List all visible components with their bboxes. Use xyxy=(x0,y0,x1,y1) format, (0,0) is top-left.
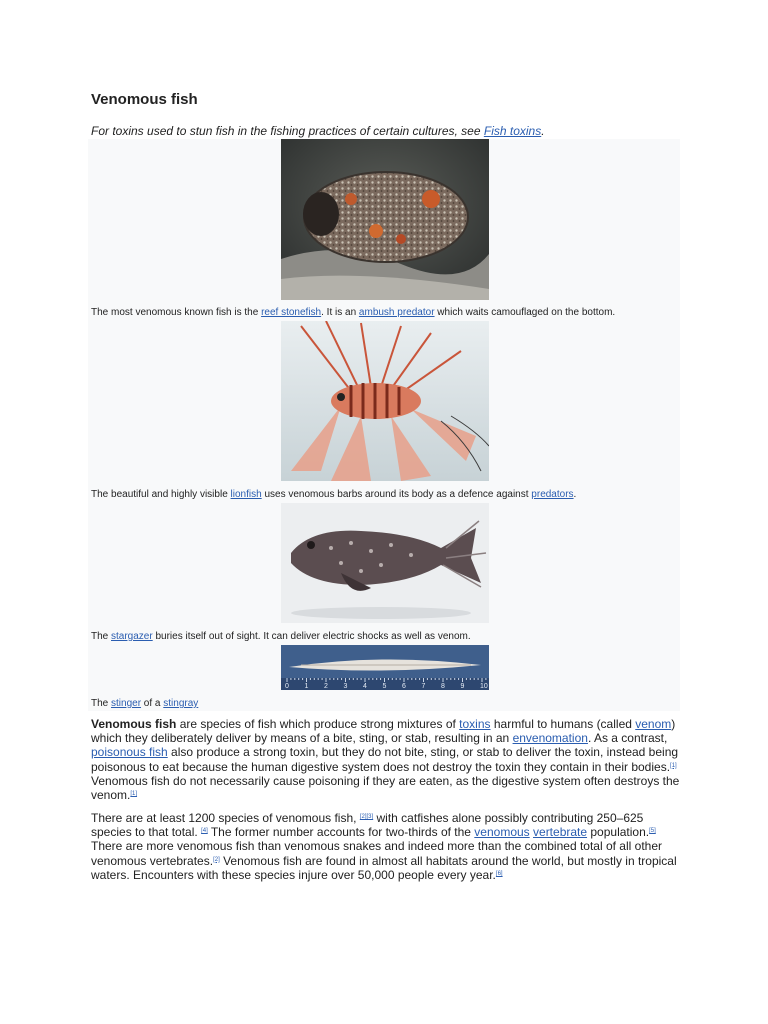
hatnote xyxy=(91,124,691,138)
venomous-link[interactable]: venomous xyxy=(474,825,530,840)
vertebrate-link[interactable]: vertebrate xyxy=(533,825,588,840)
image-gallery xyxy=(88,139,680,711)
reference-link[interactable]: [6] xyxy=(495,870,503,877)
stingray-stinger-image[interactable] xyxy=(281,645,489,690)
predators-link[interactable]: predators xyxy=(531,489,574,500)
ruler-number: 0 xyxy=(285,683,289,690)
stargazer-photo-icon xyxy=(281,503,489,623)
lionfish-image[interactable] xyxy=(281,321,489,481)
stargazer-image[interactable] xyxy=(281,503,489,623)
stonefish-image[interactable] xyxy=(281,139,489,300)
stingray-stinger-photo-icon xyxy=(281,645,489,690)
lionfish-photo-icon xyxy=(281,321,489,481)
ruler-number: 10 xyxy=(480,683,488,690)
ruler-number: 1 xyxy=(304,683,309,690)
venom-link[interactable]: venom xyxy=(635,717,672,731)
toxins-link[interactable]: toxins xyxy=(459,717,491,731)
ruler-number: 9 xyxy=(460,683,465,690)
ruler-number: 8 xyxy=(441,683,445,690)
stonefish-photo-icon xyxy=(281,139,489,300)
species-paragraph: There are at least 1200 species of venomous fish, [2][3] with catfishes alone possibly contributing 250–625 species to that total. [4] The former number accounts for two-thirds of the venomous vertebrate population.[5] There are more venomous fish than venomous snakes and indeed more than the combined total of all other venomous vertebrates.[2] Venomous fish are found in almost all habitats around the world, but mostly in tropical waters. Encounters with these species injure over 50,000 people every year.[6] xyxy=(91,811,677,882)
stinger-link[interactable]: stinger xyxy=(111,698,142,709)
lionfish-caption: The beautiful and highly visible lionfish uses venomous barbs around its body as a defence against predators. xyxy=(91,489,577,500)
stargazer-link[interactable]: stargazer xyxy=(111,631,153,642)
ruler-number: 4 xyxy=(363,683,367,690)
fish-toxins-link[interactable]: Fish toxins xyxy=(483,124,542,138)
reference-link[interactable]: [2] xyxy=(213,856,220,863)
lionfish-link[interactable]: lionfish xyxy=(230,489,262,500)
reference-link[interactable]: [2][3] xyxy=(359,814,374,820)
stonefish-caption: The most venomous known fish is the reef stonefish. It is an ambush predator which waits camouflaged on the bottom. xyxy=(91,307,616,318)
page-title: Venomous fish xyxy=(91,91,198,108)
envenomation-link[interactable]: envenomation xyxy=(512,731,588,746)
reef-stonefish-link[interactable]: reef stonefish xyxy=(261,307,322,318)
ruler-number: 5 xyxy=(382,683,387,690)
ruler-number: 7 xyxy=(421,683,426,690)
ambush-predator-link[interactable]: ambush predator xyxy=(358,307,435,318)
intro-paragraph: Venomous fish are species of fish which produce strong mixtures of toxins harmful to humans (called venom) which they deliberately deliver by means of a bite, sting, or stab, resulting in an envenomation. As a contrast, poisonous fish also produce a strong toxin, but they do not bite, sting, or stab to deliver the toxin, instead being poisonous to eat because the human digestive system does not destroy the toxin they contain in their bodies.[1] Venomous fish do not necessarily cause poisoning if they are eaten, as the digestive system often destroys the venom.[1] xyxy=(91,717,680,803)
hatnote-end: . xyxy=(541,124,545,138)
ruler-number: 2 xyxy=(324,683,328,690)
stingray-link[interactable]: stingray xyxy=(163,698,199,709)
stingray-caption: The stinger of a stingray xyxy=(91,698,199,709)
hatnote-text: For toxins used to stun fish in the fishing practices of certain cultures, see xyxy=(91,124,484,138)
stargazer-caption: The stargazer buries itself out of sight. It can deliver electric shocks as well as venom. xyxy=(91,631,471,642)
bold-term: Venomous fish xyxy=(91,717,177,731)
ruler-number: 3 xyxy=(343,683,348,690)
ruler-number: 6 xyxy=(402,683,406,690)
reference-link[interactable]: [4] xyxy=(201,828,208,835)
reference-link[interactable]: [1] xyxy=(130,791,138,798)
poisonous-fish-link[interactable]: poisonous fish xyxy=(91,745,168,760)
reference-link[interactable]: [1] xyxy=(670,762,677,769)
reference-link[interactable]: [5] xyxy=(649,828,656,835)
